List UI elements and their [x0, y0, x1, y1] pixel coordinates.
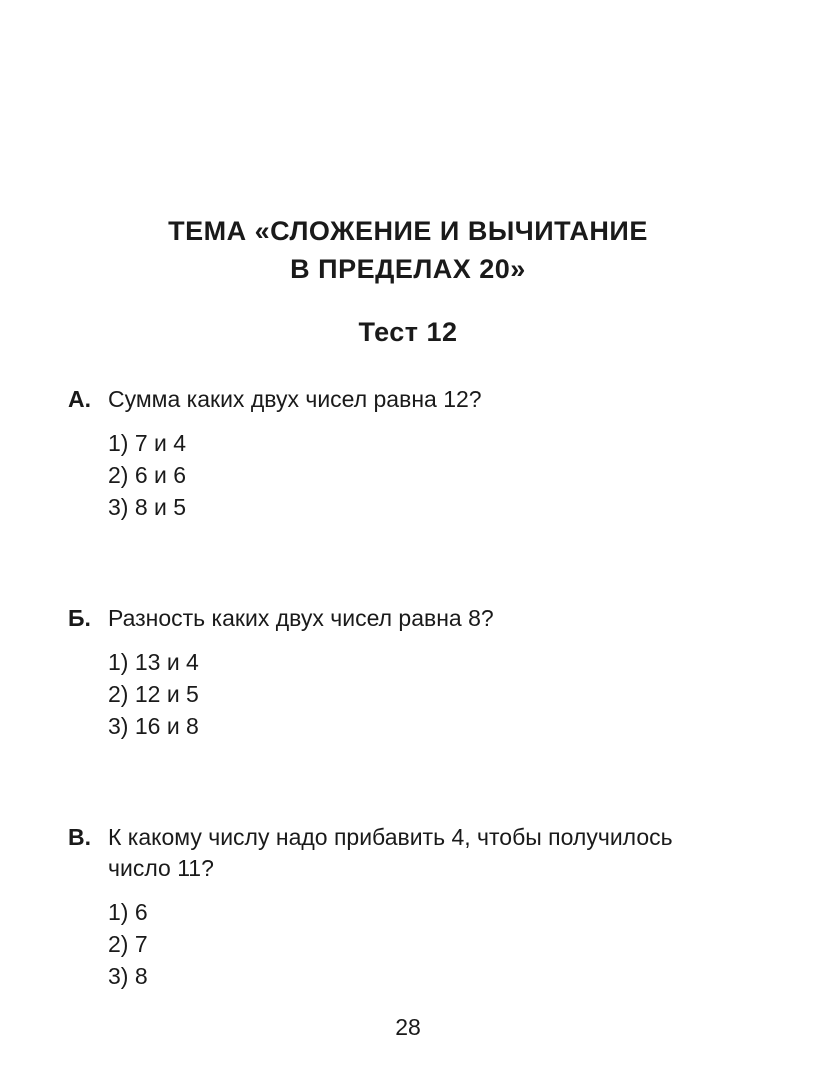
question-a-text: Сумма каких двух чисел равна 12?	[108, 386, 482, 412]
question-c	[68, 822, 788, 992]
question-c-option-2: 2) 7	[108, 931, 148, 957]
topic-title-line-1: ТЕМА «СЛОЖЕНИЕ И ВЫЧИТАНИЕ	[168, 216, 648, 246]
question-b-header	[68, 603, 788, 634]
question-c-letter: В.	[68, 824, 91, 850]
question-c-header	[68, 822, 788, 853]
question-b-letter: Б.	[68, 605, 91, 631]
question-a-options	[108, 427, 788, 523]
question-b-option-3: 3) 16 и 8	[108, 713, 199, 739]
test-title: Тест 12	[358, 317, 458, 347]
page-number: 28	[395, 1014, 421, 1040]
question-c-text-line-2: число 11?	[108, 855, 214, 881]
question-a-letter: А.	[68, 386, 91, 412]
question-a-option-3: 3) 8 и 5	[108, 494, 187, 520]
question-a-option-1: 1) 7 и 4	[108, 430, 187, 456]
question-b	[68, 603, 788, 742]
question-a-option-2: 2) 6 и 6	[108, 462, 187, 488]
topic-title	[0, 212, 816, 288]
question-b-text: Разность каких двух чисел равна 8?	[108, 605, 494, 631]
question-c-option-3: 3) 8	[108, 963, 148, 989]
question-a-header	[68, 384, 788, 415]
question-b-option-1: 1) 13 и 4	[108, 649, 199, 675]
question-c-options	[108, 896, 788, 992]
question-c-indent	[68, 853, 108, 884]
question-c-text-line-1: К какому числу надо прибавить 4, чтобы получилось	[108, 824, 673, 850]
question-a	[68, 384, 788, 523]
question-c-option-1: 1) 6	[108, 899, 148, 925]
question-c-continuation	[68, 853, 788, 884]
question-b-options	[108, 646, 788, 742]
question-b-option-2: 2) 12 и 5	[108, 681, 199, 707]
topic-title-line-2: В ПРЕДЕЛАХ 20»	[290, 254, 526, 284]
